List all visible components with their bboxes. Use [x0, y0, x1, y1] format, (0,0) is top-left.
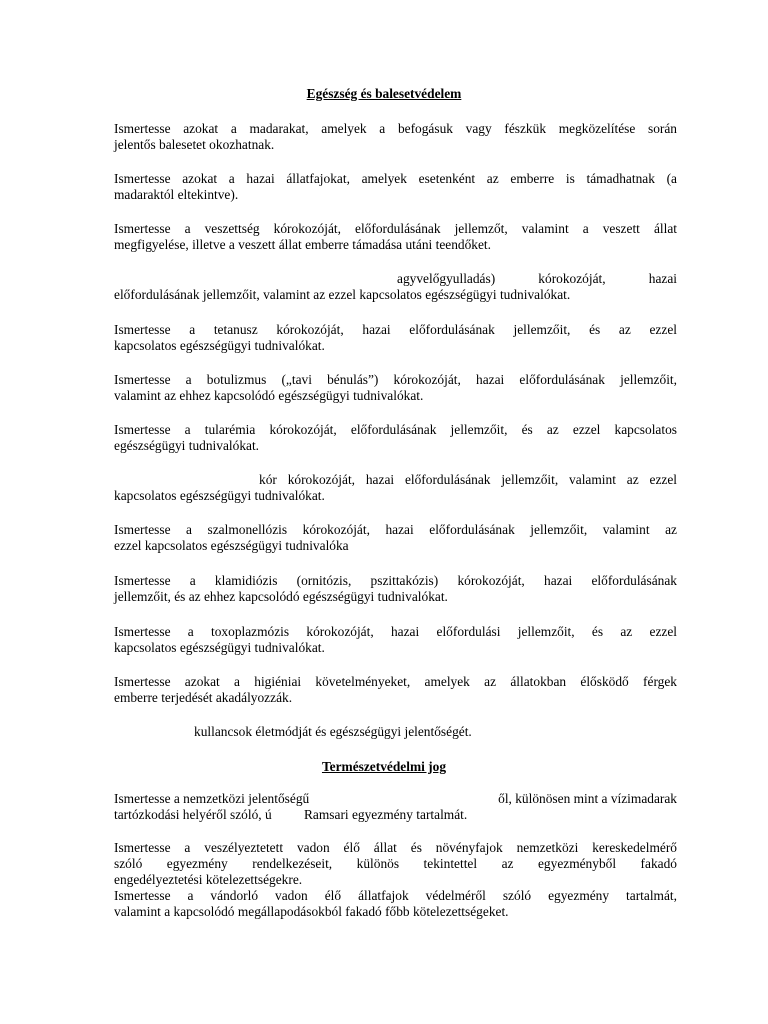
text-line: Ismertesse a vándorló vadon élő állatfajok védelméről szóló egyezmény tartalmát, — [114, 888, 677, 903]
text-line: Ismertesse a veszettség kórokozóját, előfordulásának jellemzőt, valamint a veszett állat — [114, 221, 677, 236]
question-birds — [114, 121, 677, 153]
text-line: valamint a kapcsolódó megállapodásokból fakadó főbb kötelezettségeket. — [114, 904, 509, 919]
text-line: Ismertesse azokat a higiéniai követelményeket, amelyek az állatokban élősködő férgek — [114, 674, 677, 689]
text-line: madaraktól eltekintve). — [114, 187, 239, 202]
text-line: valamint az ehhez kapcsolódó egészségügyi tudnivalókat. — [114, 388, 424, 403]
text-line: megfigyelése, illetve a veszett állat emberre támadása utáni teendőket. — [114, 237, 491, 252]
text-line: jelentős balesetet okozhatnak. — [114, 137, 275, 152]
text-line: egészségügyi tudnivalókat. — [114, 438, 260, 453]
text-line: Ismertesse a szalmonellózis kórokozóját, hazai előfordulásának jellemzőit, valamint az — [114, 522, 677, 537]
text-line: Ismertesse a nemzetközi jelentőségű — [114, 791, 310, 806]
text-line: ől, különösen mint a vízimadarak — [498, 791, 677, 806]
text-line: kapcsolatos egészségügyi tudnivalókat. — [114, 338, 325, 353]
text-line: Ismertesse a botulizmus („tavi bénulás”) kórokozóját, hazai előfordulásának jellemzőit, — [114, 372, 677, 387]
text-line: engedélyeztetési kötelezettségekre. — [114, 872, 303, 887]
question-tularemia — [114, 422, 677, 454]
question-encephalitis — [114, 271, 677, 303]
text-line: Ismertesse a veszélyeztetett vadon élő állat és növényfajok nemzetközi kereskedelmérő — [114, 840, 677, 855]
question-salmonellosis — [114, 522, 677, 554]
text-line: kór kórokozóját, hazai előfordulásának jellemzőit, valamint az ezzel — [259, 472, 677, 487]
question-cites — [114, 840, 677, 920]
text-line: kapcsolatos egészségügyi tudnivalókat. — [114, 488, 325, 503]
text-line: Ismertesse a toxoplazmózis kórokozóját, hazai előfordulási jellemzőit, és az ezzel — [114, 624, 677, 639]
question-ramsar — [114, 791, 677, 823]
text-line: agyvelőgyulladás) kórokozóját, hazai — [397, 271, 677, 286]
question-botulism — [114, 372, 677, 404]
question-disease — [114, 472, 677, 504]
question-ticks: kullancsok életmódját és egészségügyi jelentőségét. — [194, 724, 472, 739]
question-chlamydiosis — [114, 573, 677, 605]
text-line: Ismertesse a tetanusz kórokozóját, hazai előfordulásának jellemzőit, és az ezzel — [114, 322, 677, 337]
text-line: Ramsari egyezmény tartalmát. — [304, 807, 468, 822]
text-line: tartózkodási helyéről szóló, ú — [114, 807, 272, 822]
text-line: emberre terjedését akadályozzák. — [114, 690, 293, 705]
text-line: ezzel kapcsolatos egészségügyi tudnivalóka — [114, 538, 349, 553]
text-line: jellemzőit, és az ehhez kapcsolódó egészségügyi tudnivalókat. — [114, 589, 448, 604]
text-line: Ismertesse azokat a madarakat, amelyek a befogásuk vagy fészkük megközelítése során — [114, 121, 677, 136]
question-toxoplasmosis — [114, 624, 677, 656]
question-tetanus — [114, 322, 677, 354]
text-line: Ismertesse a klamidiózis (ornitózis, pszittakózis) kórokozóját, hazai előfordulásának — [114, 573, 677, 588]
question-rabies — [114, 221, 677, 253]
question-dangerous-animals — [114, 171, 677, 203]
section-heading-nature-conservation: Természetvédelmi jog — [321, 759, 447, 774]
text-line: Ismertesse a tularémia kórokozóját, előfordulásának jellemzőit, és az ezzel kapcsolatos — [114, 422, 677, 437]
text-line: előfordulásának jellemzőit, valamint az ezzel kapcsolatos egészségügyi tudnivalókat. — [114, 287, 571, 302]
text-line: Ismertesse azokat a hazai állatfajokat, amelyek esetenként az emberre is támadhatnak (a — [114, 171, 677, 186]
section-heading-health-safety: Egészség és balesetvédelem — [306, 86, 462, 101]
text-line: szóló egyezmény rendelkezéseit, különös tekintettel az egyezményből fakadó — [114, 856, 677, 871]
text-line: kapcsolatos egészségügyi tudnivalókat. — [114, 640, 325, 655]
question-hygiene — [114, 674, 677, 706]
